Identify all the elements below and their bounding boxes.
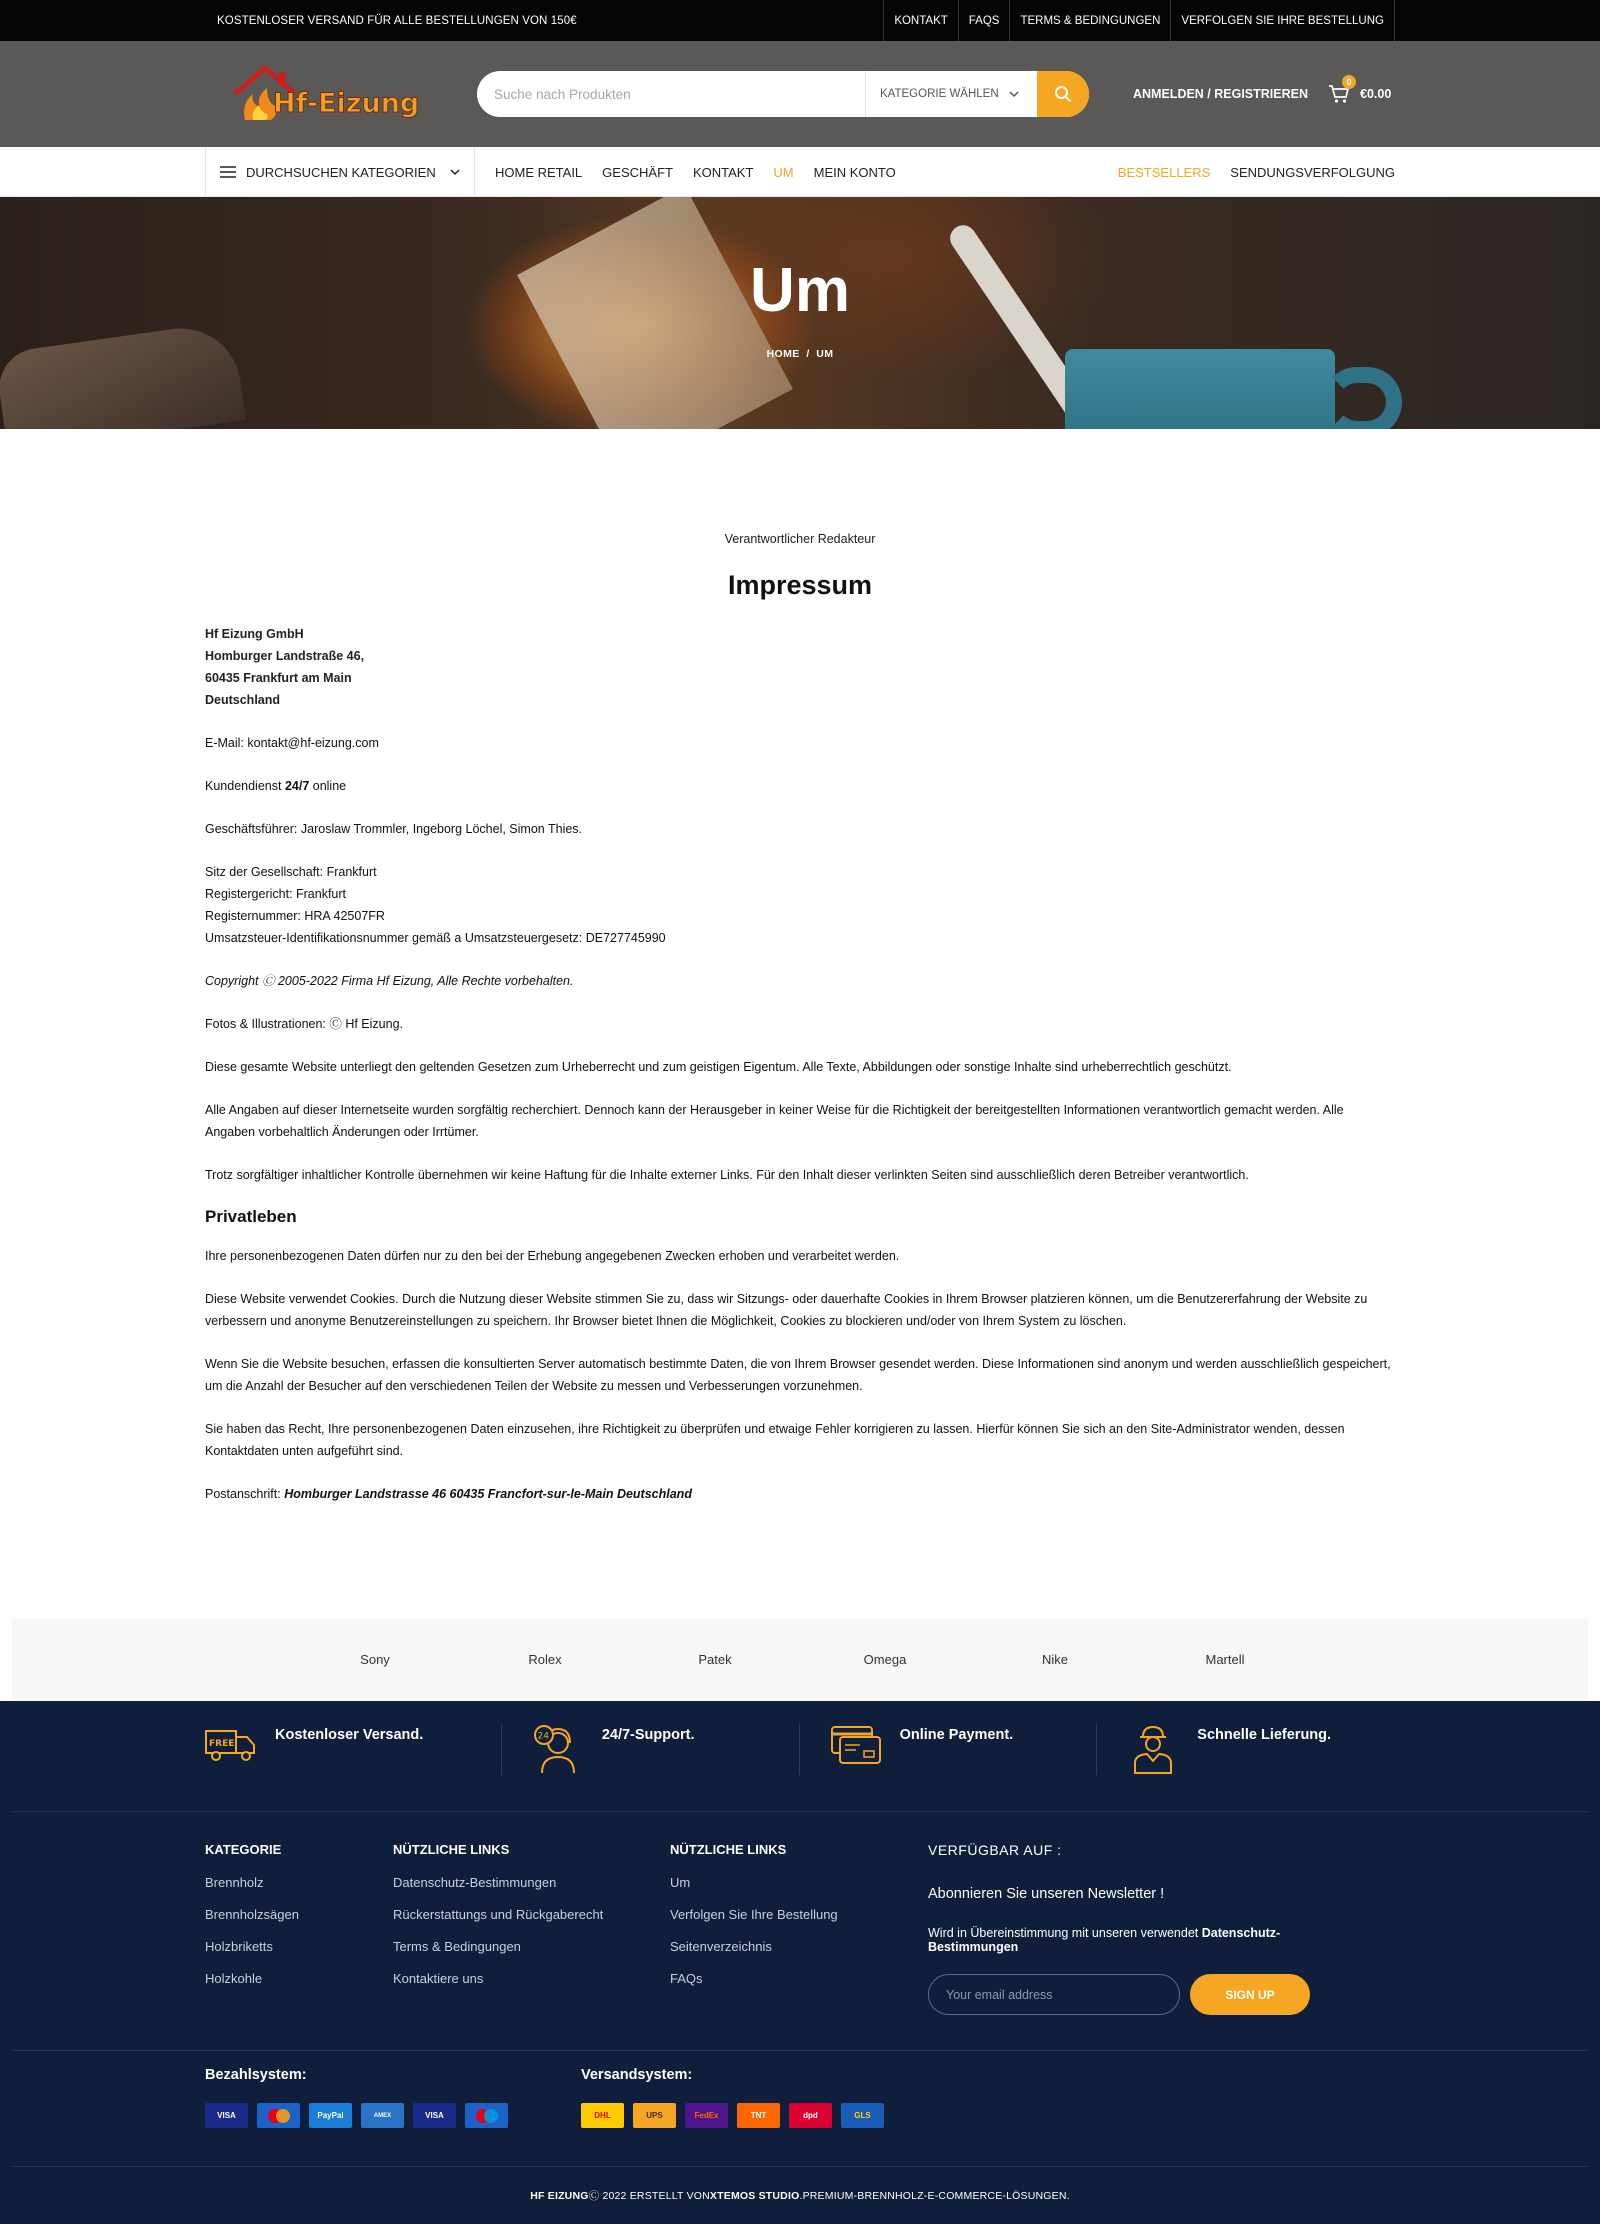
menu-item-shop[interactable]: GESCHÄFT — [602, 164, 673, 180]
impressum-heading: Impressum — [727, 570, 873, 600]
privacy-heading: Privatleben — [205, 1207, 297, 1226]
free-shipping-promo: KOSTENLOSER VERSAND FÜR ALLE BESTELLUNGEN VON 150€ — [217, 14, 577, 27]
shipping-systems — [581, 2067, 884, 2128]
footer-link[interactable]: Terms & Bedingungen — [393, 1939, 521, 1954]
site-logo[interactable] — [227, 60, 423, 128]
address-line: Deutschland — [205, 693, 281, 707]
footer-col-title: NÜTZLICHE LINKS — [670, 1842, 787, 1857]
visa-card-icon: VISA — [413, 2103, 456, 2128]
main-content — [0, 429, 1600, 1618]
tnt-icon: TNT — [737, 2103, 780, 2128]
courier-icon — [1127, 1723, 1179, 1775]
category-select-label: KATEGORIE WÄHLEN — [880, 88, 999, 100]
search-bar — [477, 71, 1089, 117]
category-select[interactable] — [865, 71, 1037, 117]
copyright-line — [205, 970, 1395, 992]
brand-item[interactable]: Martell — [1205, 1652, 1245, 1667]
available-on-label: VERFÜGBAR AUF : — [928, 1842, 1062, 1858]
service-suffix: online — [309, 779, 347, 793]
top-bar — [0, 0, 1600, 41]
page-hero — [0, 197, 1600, 429]
payment-systems — [205, 2067, 581, 2128]
search-button[interactable] — [1037, 71, 1089, 117]
newsletter-text — [928, 1926, 1368, 1954]
breadcrumb-current: UM — [816, 348, 834, 360]
top-link-track-order[interactable]: VERFOLGEN SIE IHRE BESTELLUNG — [1171, 0, 1395, 41]
footer-link[interactable]: Verfolgen Sie Ihre Bestellung — [670, 1907, 838, 1922]
email-link[interactable]: kontakt@hf-eizung.com — [247, 736, 379, 750]
address-line: 60435 Frankfurt am Main — [205, 671, 352, 685]
page-title: Um — [750, 256, 850, 325]
footer-link[interactable]: Brennholz — [205, 1875, 264, 1890]
registry-line: Sitz der Gesellschaft: Frankfurt — [205, 865, 377, 879]
newsletter-email-input[interactable] — [928, 1974, 1180, 2015]
hamburger-icon — [220, 166, 236, 178]
site-header — [0, 41, 1600, 147]
footer-col-category — [205, 1842, 393, 2015]
credit-card-icon — [830, 1723, 882, 1767]
feature-free-shipping — [205, 1723, 502, 1775]
feature-label: Kostenloser Versand. — [275, 1727, 424, 1743]
footer-link[interactable]: Holzkohle — [205, 1971, 263, 1986]
privacy-link[interactable]: Datenschutz-Bestimmungen — [928, 1926, 1281, 1954]
breadcrumb — [0, 348, 1600, 360]
dpd-icon: dpd — [789, 2103, 832, 2128]
service-line — [205, 775, 1395, 797]
postal-label: Postanschrift: — [205, 1487, 285, 1501]
copyright-end: .PREMIUM-BRENNHOLZ-E-COMMERCE-LÖSUNGEN. — [799, 2189, 1070, 2202]
copyright-text: Copyright Ⓒ 2005-2022 Firma Hf Eizung, Alle Rechte vorbehalten. — [205, 974, 574, 988]
browse-categories-label: DURCHSUCHEN KATEGORIEN — [246, 164, 436, 180]
registry-info — [205, 861, 1395, 949]
address-line: Hf Eizung GmbH — [205, 627, 304, 641]
postal-address: Homburger Landstrasse 46 60435 Francfort-sur-le-Main Deutschland — [284, 1487, 692, 1501]
fedex-icon: FedEx — [685, 2103, 728, 2128]
footer-link[interactable]: Datenschutz-Bestimmungen — [393, 1875, 557, 1890]
footer-link[interactable]: Um — [670, 1875, 691, 1890]
footer-col-title: NÜTZLICHE LINKS — [393, 1842, 510, 1857]
newsletter-consent: Wird in Übereinstimmung mit unseren verwendet — [928, 1926, 1202, 1940]
paypal-icon: PayPal — [309, 2103, 352, 2128]
newsletter-title: Abonnieren Sie unseren Newsletter ! — [928, 1886, 1165, 1902]
payment-title: Bezahlsystem: — [205, 2067, 307, 2083]
copyright-paragraph: Diese gesamte Website unterliegt den geltenden Gesetzen zum Urheberrecht und zum geistigen Eigentum. Alle Texte, Abbildungen oder sonstige Inhalte sind urheberrechtlich geschützt. — [205, 1060, 1232, 1074]
copyright-mid: Ⓒ 2022 ERSTELLT VON — [588, 2190, 710, 2202]
top-link-contact[interactable]: KONTAKT — [884, 0, 958, 41]
login-register-link[interactable]: ANMELDEN / REGISTRIEREN — [1133, 87, 1309, 101]
registry-line: Umsatzsteuer-Identifikationsnummer gemäß a Umsatzsteuergesetz: DE727745990 — [205, 931, 666, 945]
logo-house-flame-icon — [227, 60, 423, 128]
copyright-brand: HF EIZUNG — [530, 2189, 589, 2202]
cart-count-badge: 0 — [1342, 75, 1356, 89]
postal-address-line — [205, 1483, 1395, 1505]
brand-item[interactable]: Rolex — [528, 1652, 562, 1667]
top-link-terms[interactable]: TERMS & BEDINGUNGEN — [1010, 0, 1171, 41]
disclaimer-paragraph: Alle Angaben auf dieser Internetseite wurden sorgfältig recherchiert. Dennoch kann der Herausgeber in keiner Weise für die Richtigkeit der bereitgestellten Informationen verantwortlich gemacht werden. Alle Angaben vorbehaltlich Änderungen oder Irrtümer. — [205, 1103, 1344, 1139]
site-footer — [0, 1701, 1600, 2224]
menu-item-bestsellers[interactable]: BESTSELLERS — [1117, 164, 1211, 180]
copyright-bar — [0, 2167, 1600, 2224]
service-hours: 24/7 — [284, 779, 310, 793]
footer-link[interactable]: Kontaktiere uns — [393, 1971, 484, 1986]
hero-mug-handle — [1322, 367, 1402, 429]
feature-online-payment — [800, 1723, 1098, 1775]
features-row — [0, 1701, 1600, 1811]
service-prefix: Kundendienst — [205, 779, 285, 793]
footer-col-useful-links — [393, 1842, 670, 2015]
copyright-studio-link[interactable]: XTEMOS STUDIO — [709, 2189, 800, 2202]
search-input[interactable] — [477, 87, 865, 102]
support-agent-icon — [532, 1723, 584, 1775]
feature-label: 24/7-Support. — [601, 1727, 695, 1743]
footer-link[interactable]: Seitenverzeichnis — [670, 1939, 772, 1954]
footer-link[interactable]: Rückerstattungs und Rückgaberecht — [393, 1907, 604, 1922]
top-link-faqs[interactable]: FAQS — [959, 0, 1011, 41]
feature-label: Schnelle Lieferung. — [1197, 1727, 1332, 1743]
visa-card-icon: VISA — [205, 2103, 248, 2128]
brand-item[interactable]: Sony — [360, 1652, 390, 1667]
mastercard-icon — [257, 2103, 300, 2128]
breadcrumb-home[interactable]: HOME — [766, 348, 800, 360]
gls-icon: GLS — [841, 2103, 884, 2128]
amex-icon: AMEX — [361, 2103, 404, 2128]
external-links-paragraph: Trotz sorgfältiger inhaltlicher Kontrolle übernehmen wir keine Haftung für die Inhalte externer Links. Für den Inhalt dieser verlinkten Seiten sind ausschließlich deren Betreiber verantwortlich. — [205, 1168, 1249, 1182]
logo-wordmark: Hf-Eizung — [273, 88, 420, 119]
maestro-icon — [465, 2103, 508, 2128]
brand-item[interactable]: Nike — [1041, 1652, 1068, 1667]
rights-paragraph: Sie haben das Recht, Ihre personenbezogenen Daten einzusehen, ihre Richtigkeit zu überprüfen und etwaige Fehler korrigieren zu lassen. Hierfür können Sie sich an den Site-Administrator wenden, dessen Kontaktdaten unten aufgeführt sind. — [205, 1422, 1345, 1458]
registry-line: Registernummer: HRA 42507FR — [205, 909, 385, 923]
company-address — [205, 623, 1395, 711]
newsletter-section — [928, 1842, 1368, 2015]
menu-item-my-account[interactable]: MEIN KONTO — [813, 164, 896, 180]
ups-icon: UPS — [633, 2103, 676, 2128]
cart-total: €0.00 — [1360, 87, 1392, 101]
svg-text:FREE: FREE — [209, 1739, 235, 1749]
free-delivery-truck-icon — [205, 1723, 257, 1763]
cart-button[interactable] — [1328, 77, 1392, 104]
registry-line: Registergericht: Frankfurt — [205, 887, 347, 901]
footer-col-title: KATEGORIE — [205, 1842, 282, 1857]
managers-line: Geschäftsführer: Jaroslaw Trommler, Ingeborg Löchel, Simon Thies. — [205, 822, 583, 836]
footer-link[interactable]: Brennholzsägen — [205, 1907, 299, 1922]
menu-right — [1118, 165, 1395, 180]
brands-strip — [12, 1618, 1588, 1701]
browse-categories-button[interactable] — [205, 147, 475, 197]
brand-item[interactable]: Patek — [698, 1652, 732, 1667]
hero-mug-image — [1065, 349, 1335, 429]
privacy-paragraph: Ihre personenbezogenen Daten dürfen nur zu den bei der Erhebung angegebenen Zwecken erhoben und verarbeitet werden. — [205, 1249, 900, 1263]
main-nav — [0, 147, 1600, 197]
payment-shipping-row — [0, 2051, 1600, 2166]
brand-item[interactable]: Omega — [863, 1652, 907, 1667]
feature-label: Online Payment. — [899, 1727, 1014, 1743]
menu-item-about[interactable]: UM — [773, 164, 794, 180]
search-icon — [1054, 85, 1072, 103]
breadcrumb-separator: / — [806, 348, 810, 360]
footer-col-useful-links-2 — [670, 1842, 928, 2015]
footer-link[interactable]: Holzbriketts — [205, 1939, 273, 1954]
menu — [495, 165, 896, 180]
chevron-down-icon — [1009, 91, 1019, 98]
menu-item-home-retail[interactable]: HOME RETAIL — [495, 164, 583, 180]
cookies-paragraph: Diese Website verwendet Cookies. Durch die Nutzung dieser Website stimmen Sie zu, dass wir Sitzungs- oder dauerhafte Cookies in Ihrem Browser platzieren können, um die Benutzererfahrung der Website zu verbessern und anonyme Benutzereinstellungen zu speichern. Ihr Browser bietet Ihnen die Möglichkeit, Cookies zu blockieren und/oder von Ihrem System zu löschen. — [205, 1292, 1368, 1328]
email-label: E-Mail: — [205, 736, 248, 750]
feature-fast-delivery — [1097, 1723, 1395, 1775]
menu-item-contact[interactable]: KONTAKT — [692, 164, 754, 180]
chevron-down-icon — [450, 169, 460, 176]
svg-text:24: 24 — [537, 1731, 549, 1742]
dhl-icon: DHL — [581, 2103, 624, 2128]
footer-link[interactable]: FAQs — [670, 1971, 703, 1986]
hero-log-image — [0, 321, 246, 429]
footer-columns — [0, 1812, 1600, 2050]
address-line: Homburger Landstraße 46, — [205, 649, 365, 663]
sign-up-button[interactable]: SIGN UP — [1190, 1974, 1310, 2015]
photos-credit: Fotos & Illustrationen: Ⓒ Hf Eizung. — [205, 1017, 404, 1031]
editor-label: Verantwortlicher Redakteur — [724, 532, 876, 546]
menu-item-shipment-tracking[interactable]: SENDUNGSVERFOLGUNG — [1230, 164, 1395, 180]
top-links — [883, 0, 1395, 41]
feature-support — [502, 1723, 800, 1775]
server-data-paragraph: Wenn Sie die Website besuchen, erfassen die konsultierten Server automatisch bestimmte Daten, die von Ihrem Browser gesendet werden. Diese Informationen sind anonym und werden ausschließlich gespeichert, um die Anzahl der Besucher auf den verschiedenen Teilen der Website zu messen und Verbesserungen vorzunehmen. — [205, 1357, 1391, 1393]
newsletter-form — [928, 1974, 1368, 2015]
email-line — [205, 732, 1395, 754]
shipping-title: Versandsystem: — [581, 2067, 693, 2083]
